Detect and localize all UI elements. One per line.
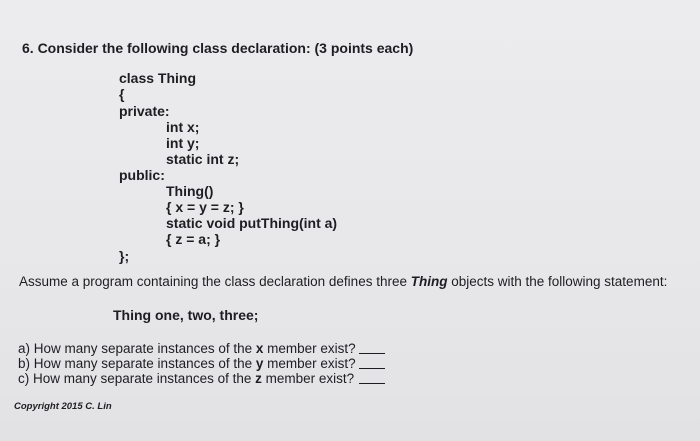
code-int-y: int y; [166,135,200,151]
item-c-suffix: member exist? [261,371,355,386]
item-b-prefix: b) How many separate instances of the [18,356,256,371]
code-public-label: public: [119,167,165,183]
code-method: static void putThing(int a) [166,215,338,231]
code-constructor-body: { x = y = z; } [166,199,244,215]
answer-blank-c[interactable] [359,383,385,384]
assume-prefix: Assume a program containing the class declaration defines three [19,274,411,289]
code-close: }; [119,248,130,264]
code-int-x: int x; [166,119,200,135]
copyright-notice: Copyright 2015 C. Lin [14,401,112,412]
question-item-b [18,356,356,371]
item-b-suffix: member exist? [263,356,356,371]
declaration-statement: Thing one, two, three; [113,307,259,323]
code-private-label: private: [119,103,170,119]
assume-emphasis: Thing [410,274,448,289]
item-b-var: y [255,356,264,371]
question-item-c [18,371,354,386]
item-c-prefix: c) How many separate instances of the [18,371,256,386]
assume-paragraph [19,274,667,289]
question-item-a [18,341,356,356]
code-method-body: { z = a; } [166,231,221,247]
assume-suffix: objects with the following statement: [447,274,668,289]
item-a-prefix: a) How many separate instances of the [18,341,256,356]
question-title: 6. Consider the following class declaration: (3 points each) [22,40,414,56]
item-c-var: z [255,371,262,386]
code-static-z: static int z; [166,151,240,167]
answer-blank-a[interactable] [359,353,385,354]
answer-blank-b[interactable] [359,368,385,369]
item-a-var: x [255,341,264,356]
code-open-brace: { [119,86,125,102]
code-class-line: class Thing [119,70,197,86]
code-constructor: Thing() [166,183,214,199]
item-a-suffix: member exist? [263,341,356,356]
